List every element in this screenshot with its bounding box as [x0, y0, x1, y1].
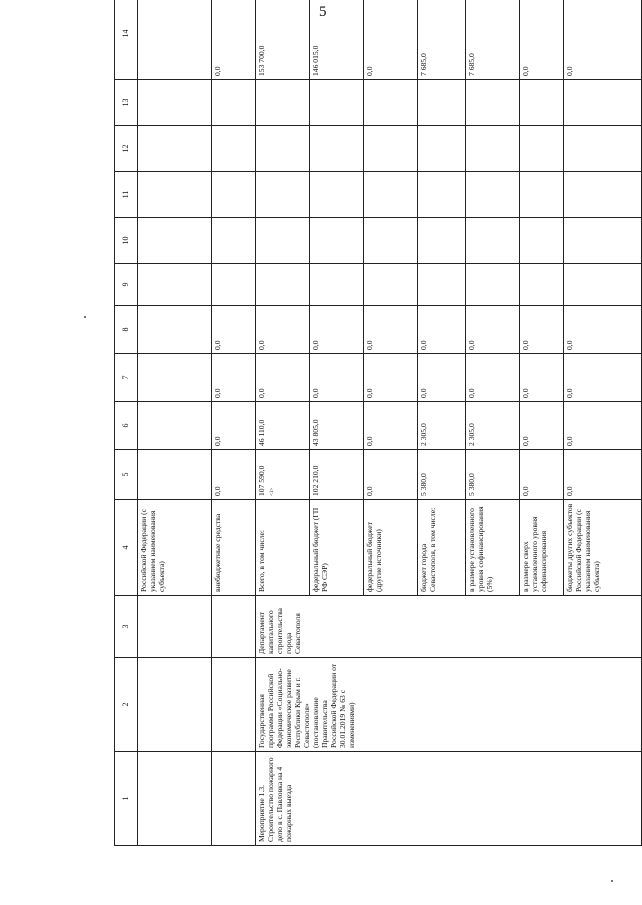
cell-source: федеральный бюджет (другие источники) — [364, 500, 418, 596]
cell — [418, 172, 466, 218]
cell: 0,0 — [564, 450, 642, 500]
cell — [310, 126, 364, 172]
cell: 2 305,0 — [466, 402, 520, 450]
cell: 2 305,0 — [418, 402, 466, 450]
col-header: 7 — [115, 354, 138, 402]
cell-source: внебюджетные средства — [212, 500, 256, 596]
cell: 0,0 — [212, 402, 256, 450]
col-header: 8 — [115, 306, 138, 354]
rotated-table-container — [114, 29, 601, 846]
cell — [138, 752, 212, 846]
cell — [418, 80, 466, 126]
cell: 0,0 — [212, 0, 256, 80]
cell: 0,0 — [520, 402, 564, 450]
table-row — [212, 0, 256, 846]
col-header: 2 — [115, 658, 138, 752]
cell — [138, 354, 212, 402]
cell: 0,0 — [364, 0, 418, 80]
cell — [520, 80, 564, 126]
cell: 0,0 — [310, 354, 364, 402]
cell: 0,0 — [212, 354, 256, 402]
cell: 153 700,0 — [256, 0, 310, 80]
cell — [364, 126, 418, 172]
cell-source: федеральный бюджет (ГП РФ СЭР) — [310, 500, 364, 596]
cell — [212, 126, 256, 172]
cell — [564, 264, 642, 306]
cell: 0,0 — [520, 450, 564, 500]
cell — [256, 264, 310, 306]
cell: 7 685,0 — [418, 0, 466, 80]
page-number: 5 — [319, 4, 327, 20]
cell: 0,0 — [564, 306, 642, 354]
cell: 5 380,0 — [418, 450, 466, 500]
cell — [520, 218, 564, 264]
cell — [466, 126, 520, 172]
col-header: 10 — [115, 218, 138, 264]
cell: 0,0 — [256, 354, 310, 402]
cell — [256, 126, 310, 172]
cell-executor: Департамент капитального строительства города Севастополя — [256, 596, 642, 658]
footnote-ref: <1> — [269, 487, 275, 496]
cell — [138, 218, 212, 264]
cell-source: Российской Федерации (с указанием наименования субъекта) — [138, 500, 212, 596]
cell-program: Государственная программа Российской Федерации «Социально-экономическое развитие Республики Крым и г. Севастополя» (постановление Правительства Российской Федерации от 30.01.2019 № 63 с изменениями) — [256, 658, 642, 752]
col-header: 13 — [115, 80, 138, 126]
col-header: 5 — [115, 450, 138, 500]
cell — [256, 80, 310, 126]
cell — [138, 264, 212, 306]
cell — [364, 218, 418, 264]
cell-activity: Мероприятие 1.3. Строительство пожарного депо в с. Павловка на 4 пожарных выезда — [256, 752, 642, 846]
cell — [466, 264, 520, 306]
cell-source: в размере сверх установленного уровня софинансирования — [520, 500, 564, 596]
table-row — [256, 0, 310, 846]
cell — [256, 450, 310, 500]
cell — [466, 172, 520, 218]
cell: 0,0 — [520, 306, 564, 354]
cell: 102 210,0 — [310, 450, 364, 500]
cell — [364, 264, 418, 306]
cell — [138, 172, 212, 218]
cell: 46 110,0 — [256, 402, 310, 450]
cell: 0,0 — [212, 450, 256, 500]
cell — [256, 172, 310, 218]
cell — [466, 80, 520, 126]
col-header: 14 — [115, 0, 138, 80]
col-header: 6 — [115, 402, 138, 450]
cell — [138, 658, 212, 752]
cell — [212, 172, 256, 218]
cell: 146 015,0 — [310, 0, 364, 80]
cell — [138, 596, 212, 658]
cell — [418, 264, 466, 306]
cell: 0,0 — [364, 450, 418, 500]
cell — [520, 264, 564, 306]
cell — [564, 80, 642, 126]
cell-value: 107 590,0 — [257, 465, 266, 496]
cell: 7 685,0 — [466, 0, 520, 80]
cell: 0,0 — [212, 306, 256, 354]
cell: 0,0 — [520, 354, 564, 402]
cell: 0,0 — [364, 402, 418, 450]
cell — [310, 172, 364, 218]
cell — [138, 402, 212, 450]
financing-table — [114, 0, 642, 846]
cell: 0,0 — [564, 0, 642, 80]
cell: 0,0 — [466, 354, 520, 402]
cell: 43 805,0 — [310, 402, 364, 450]
col-header: 9 — [115, 264, 138, 306]
col-header: 11 — [115, 172, 138, 218]
cell — [310, 264, 364, 306]
cell — [564, 218, 642, 264]
col-header: 3 — [115, 596, 138, 658]
cell — [520, 126, 564, 172]
cell — [564, 172, 642, 218]
col-header: 1 — [115, 752, 138, 846]
cell: 0,0 — [364, 354, 418, 402]
cell — [138, 0, 212, 80]
cell: 0,0 — [466, 306, 520, 354]
cell — [212, 752, 256, 846]
cell — [418, 126, 466, 172]
cell: 0,0 — [564, 402, 642, 450]
cell — [212, 218, 256, 264]
cell: 0,0 — [564, 354, 642, 402]
cell: 5 380,0 — [466, 450, 520, 500]
cell — [564, 126, 642, 172]
cell: 0,0 — [364, 306, 418, 354]
cell — [212, 658, 256, 752]
cell: 0,0 — [520, 0, 564, 80]
table-row — [138, 0, 212, 846]
col-header: 4 — [115, 500, 138, 596]
cell — [364, 80, 418, 126]
cell: 0,0 — [310, 306, 364, 354]
cell — [212, 596, 256, 658]
cell-source: Всего, в том числе: — [256, 500, 310, 596]
cell — [138, 80, 212, 126]
cell — [138, 126, 212, 172]
cell — [466, 218, 520, 264]
cell — [138, 306, 212, 354]
cell — [212, 264, 256, 306]
col-header: 12 — [115, 126, 138, 172]
cell-source: в размере установленного уровня софинансирования (5%) — [466, 500, 520, 596]
cell-source: бюджеты других субъектов Российской Федерации (с указанием наименования субъекта) — [564, 500, 642, 596]
cell: 0,0 — [418, 306, 466, 354]
header-row — [115, 0, 138, 846]
cell — [138, 450, 212, 500]
cell — [310, 218, 364, 264]
cell — [310, 80, 364, 126]
cell — [520, 172, 564, 218]
cell — [364, 172, 418, 218]
scan-speck — [611, 880, 613, 882]
cell: 0,0 — [256, 306, 310, 354]
cell: 0,0 — [418, 354, 466, 402]
scan-speck — [84, 316, 86, 318]
cell — [212, 80, 256, 126]
cell — [418, 218, 466, 264]
cell-source: бюджет города Севастополя, в том числе: — [418, 500, 466, 596]
cell — [256, 218, 310, 264]
